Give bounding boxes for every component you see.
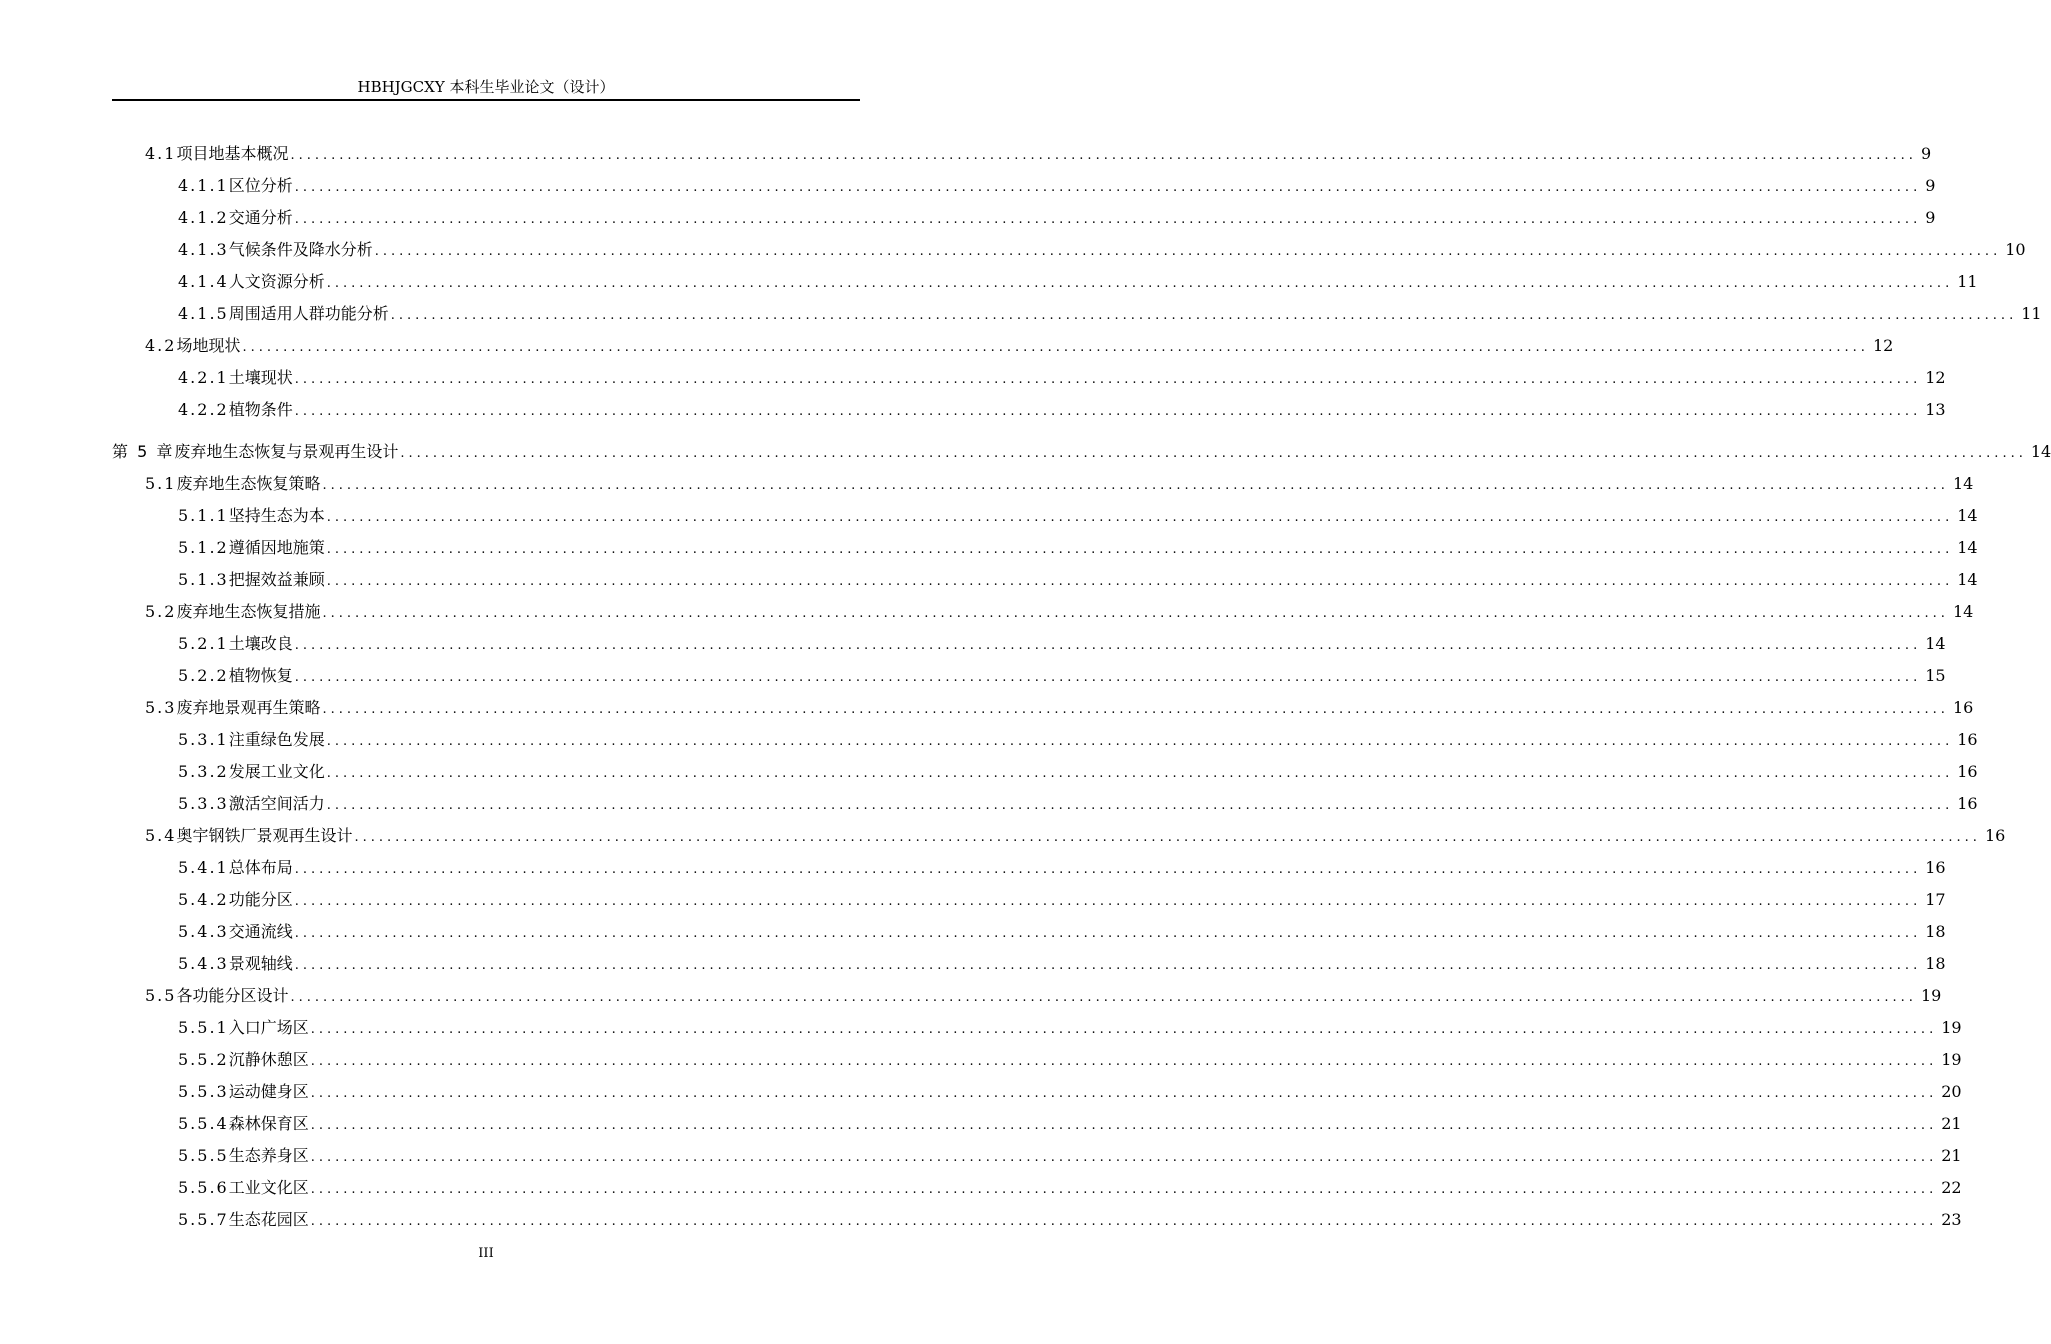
toc-entry-title: 工业文化区	[228, 1178, 309, 1197]
toc-entry-title: 废弃地生态恢复策略	[176, 474, 321, 493]
toc-leader-dots: ........................................................................................................................................................................................................	[326, 734, 1954, 749]
toc-entry-number: 第 5 章	[112, 442, 175, 461]
toc-entry-page: 16	[1957, 730, 1978, 749]
toc-entry-title: 坚持生态为本	[228, 506, 325, 525]
toc-entry-number: 5.1	[145, 474, 177, 493]
toc-entry-page: 14	[1957, 538, 1978, 557]
toc-entry-title: 废弃地景观再生策略	[176, 698, 321, 717]
toc-entry-title: 场地现状	[176, 336, 241, 355]
toc-entry[interactable]	[112, 202, 1936, 234]
toc-entry-page: 15	[1925, 666, 1946, 685]
toc-leader-dots: ........................................................................................................................................................................................................	[310, 1150, 1938, 1165]
toc-leader-dots: ........................................................................................................................................................................................................	[322, 606, 1949, 621]
toc-entry-title: 运动健身区	[228, 1082, 309, 1101]
toc-entry[interactable]	[112, 1108, 1962, 1140]
toc-entry-number: 5.5.6	[178, 1178, 229, 1197]
toc-entry-page: 19	[1941, 1050, 1962, 1069]
header-rule	[112, 99, 860, 101]
toc-entry-number: 4.2.1	[178, 368, 229, 387]
toc-entry[interactable]	[112, 1140, 1962, 1172]
toc-entry-title: 遵循因地施策	[228, 538, 325, 557]
toc-leader-dots: ........................................................................................................................................................................................................	[310, 1214, 1938, 1229]
toc-entry-title: 区位分析	[228, 176, 293, 195]
toc-entry[interactable]	[112, 500, 1978, 532]
toc-entry[interactable]	[112, 980, 1942, 1012]
toc-entry-page: 13	[1925, 400, 1946, 419]
toc-entry-page: 9	[1920, 144, 1932, 163]
toc-entry-page: 19	[1920, 986, 1942, 1005]
table-of-contents	[112, 138, 2051, 1236]
toc-leader-dots: ........................................................................................................................................................................................................	[310, 1118, 1938, 1133]
toc-entry-page: 19	[1941, 1018, 1962, 1037]
page-header: HBHJGCXY 本科生毕业论文（设计）	[357, 78, 615, 96]
toc-entry-page: 11	[1957, 272, 1978, 291]
toc-entry-page: 18	[1925, 954, 1946, 973]
toc-entry-page: 14	[1957, 570, 1978, 589]
toc-entry-title: 激活空间活力	[228, 794, 325, 813]
toc-entry-title: 项目地基本概况	[176, 144, 289, 163]
toc-entry-number: 4.2	[145, 336, 177, 355]
toc-entry-page: 17	[1925, 890, 1946, 909]
toc-entry[interactable]	[112, 564, 1978, 596]
toc-leader-dots: ........................................................................................................................................................................................................	[290, 990, 1917, 1005]
toc-entry-number: 5.5.4	[178, 1114, 229, 1133]
toc-entry-number: 5.5.1	[178, 1018, 229, 1037]
toc-entry-title: 景观轴线	[228, 954, 293, 973]
toc-entry[interactable]	[112, 916, 1946, 948]
toc-leader-dots: ........................................................................................................................................................................................................	[242, 340, 1869, 355]
toc-entry-title: 发展工业文化	[228, 762, 325, 781]
toc-entry[interactable]	[112, 884, 1946, 916]
toc-entry-title: 沉静休憩区	[228, 1050, 309, 1069]
toc-entry-number: 5.2.1	[178, 634, 229, 653]
toc-leader-dots: ........................................................................................................................................................................................................	[294, 212, 1922, 227]
toc-entry-page: 12	[1872, 336, 1894, 355]
toc-entry[interactable]	[112, 948, 1946, 980]
toc-entry-title: 植物条件	[228, 400, 293, 419]
toc-entry-title: 废弃地生态恢复措施	[176, 602, 321, 621]
toc-entry-number: 5.5.2	[178, 1050, 229, 1069]
toc-entry[interactable]	[112, 330, 1894, 362]
toc-entry-title: 交通流线	[228, 922, 293, 941]
toc-entry-number: 5.2	[145, 602, 177, 621]
toc-entry[interactable]	[112, 628, 1946, 660]
toc-entry[interactable]	[112, 394, 1946, 426]
toc-entry-page: 22	[1941, 1178, 1962, 1197]
toc-leader-dots: ........................................................................................................................................................................................................	[294, 404, 1922, 419]
toc-leader-dots: ........................................................................................................................................................................................................	[322, 702, 1949, 717]
toc-entry-page: 21	[1941, 1146, 1962, 1165]
toc-leader-dots: ........................................................................................................................................................................................................	[374, 244, 2002, 259]
toc-leader-dots: ........................................................................................................................................................................................................	[294, 894, 1922, 909]
toc-entry-number: 5.5.5	[178, 1146, 229, 1165]
toc-entry-page: 23	[1941, 1210, 1962, 1229]
toc-leader-dots: ........................................................................................................................................................................................................	[322, 478, 1949, 493]
toc-entry-number: 5.3.2	[178, 762, 229, 781]
toc-entry-page: 16	[1957, 762, 1978, 781]
toc-entry-page: 14	[1957, 506, 1978, 525]
toc-leader-dots: ........................................................................................................................................................................................................	[294, 670, 1922, 685]
toc-entry-number: 5.4.2	[178, 890, 229, 909]
toc-entry-number: 4.1	[145, 144, 177, 163]
toc-entry[interactable]	[112, 788, 1978, 820]
toc-entry-number: 4.1.3	[178, 240, 229, 259]
toc-entry-page: 20	[1941, 1082, 1962, 1101]
toc-entry-title: 注重绿色发展	[228, 730, 325, 749]
toc-leader-dots: ........................................................................................................................................................................................................	[294, 926, 1922, 941]
toc-entry-number: 4.2.2	[178, 400, 229, 419]
toc-entry-page: 21	[1941, 1114, 1962, 1133]
toc-leader-dots: ........................................................................................................................................................................................................	[310, 1054, 1938, 1069]
toc-entry-number: 5.3.3	[178, 794, 229, 813]
toc-entry[interactable]	[112, 468, 1974, 500]
toc-entry-number: 4.1.5	[178, 304, 229, 323]
toc-entry[interactable]	[112, 1012, 1962, 1044]
toc-entry[interactable]	[112, 1204, 1962, 1236]
toc-leader-dots: ........................................................................................................................................................................................................	[294, 372, 1922, 387]
toc-entry-page: 14	[2030, 442, 2051, 461]
toc-entry-number: 5.3	[145, 698, 177, 717]
toc-entry[interactable]	[112, 170, 1936, 202]
toc-leader-dots: ........................................................................................................................................................................................................	[326, 766, 1954, 781]
toc-entry-title: 森林保育区	[228, 1114, 309, 1133]
toc-leader-dots: ........................................................................................................................................................................................................	[400, 446, 2027, 461]
toc-entry[interactable]	[112, 756, 1978, 788]
toc-entry-title: 入口广场区	[228, 1018, 309, 1037]
toc-entry[interactable]	[112, 138, 1932, 170]
toc-entry-number: 4.1.2	[178, 208, 229, 227]
toc-entry-title: 交通分析	[228, 208, 293, 227]
toc-leader-dots: ........................................................................................................................................................................................................	[310, 1022, 1938, 1037]
toc-entry-number: 5.4	[145, 826, 177, 845]
toc-leader-dots: ........................................................................................................................................................................................................	[326, 574, 1954, 589]
toc-entry-number: 5.5.3	[178, 1082, 229, 1101]
toc-entry-title: 人文资源分析	[228, 272, 325, 291]
toc-entry-title: 功能分区	[228, 890, 293, 909]
toc-entry-page: 16	[1957, 794, 1978, 813]
toc-entry-title: 废弃地生态恢复与景观再生设计	[174, 442, 399, 461]
toc-entry-number: 5.4.3	[178, 922, 229, 941]
toc-entry[interactable]	[112, 532, 1978, 564]
toc-leader-dots: ........................................................................................................................................................................................................	[326, 276, 1954, 291]
toc-entry-title: 总体布局	[228, 858, 293, 877]
toc-entry[interactable]	[112, 298, 2042, 330]
toc-entry-title: 土壤改良	[228, 634, 293, 653]
toc-leader-dots: ........................................................................................................................................................................................................	[310, 1086, 1938, 1101]
toc-entry[interactable]	[112, 266, 1978, 298]
toc-entry[interactable]	[112, 1172, 1962, 1204]
toc-entry-title: 土壤现状	[228, 368, 293, 387]
toc-entry-title: 气候条件及降水分析	[228, 240, 373, 259]
toc-entry-number: 5.5	[145, 986, 177, 1005]
toc-entry-number: 5.1.3	[178, 570, 229, 589]
toc-entry-title: 各功能分区设计	[176, 986, 289, 1005]
toc-entry-number: 5.4.1	[178, 858, 229, 877]
toc-entry-number: 4.1.4	[178, 272, 229, 291]
toc-entry-page: 14	[1952, 602, 1974, 621]
toc-entry-page: 16	[1984, 826, 2006, 845]
toc-entry-page: 14	[1952, 474, 1974, 493]
toc-leader-dots: ........................................................................................................................................................................................................	[294, 862, 1922, 877]
toc-leader-dots: ........................................................................................................................................................................................................	[390, 308, 2018, 323]
toc-entry-title: 生态花园区	[228, 1210, 309, 1229]
toc-leader-dots: ........................................................................................................................................................................................................	[326, 542, 1954, 557]
toc-entry[interactable]	[112, 1044, 1962, 1076]
toc-leader-dots: ........................................................................................................................................................................................................	[290, 148, 1917, 163]
toc-entry[interactable]	[112, 596, 1974, 628]
toc-leader-dots: ........................................................................................................................................................................................................	[354, 830, 1981, 845]
toc-entry-title: 生态养身区	[228, 1146, 309, 1165]
toc-entry-number: 5.2.2	[178, 666, 229, 685]
toc-leader-dots: ........................................................................................................................................................................................................	[326, 510, 1954, 525]
toc-entry-title: 植物恢复	[228, 666, 293, 685]
toc-leader-dots: ........................................................................................................................................................................................................	[310, 1182, 1938, 1197]
toc-leader-dots: ........................................................................................................................................................................................................	[326, 798, 1954, 813]
page-number: III	[478, 1246, 494, 1261]
toc-entry-page: 9	[1925, 176, 1936, 195]
toc-entry[interactable]	[112, 724, 1978, 756]
toc-entry[interactable]	[112, 692, 1974, 724]
toc-entry[interactable]	[112, 852, 1946, 884]
toc-entry-number: 5.1.1	[178, 506, 229, 525]
toc-entry-title: 把握效益兼顾	[228, 570, 325, 589]
toc-entry[interactable]	[112, 820, 2006, 852]
toc-leader-dots: ........................................................................................................................................................................................................	[294, 958, 1922, 973]
toc-entry[interactable]	[112, 234, 2026, 266]
toc-entry-number: 5.5.7	[178, 1210, 229, 1229]
toc-entry-number: 5.4.3	[178, 954, 229, 973]
toc-entry-page: 9	[1925, 208, 1936, 227]
toc-entry-page: 16	[1952, 698, 1974, 717]
toc-entry[interactable]	[112, 660, 1946, 692]
toc-entry-page: 16	[1925, 858, 1946, 877]
toc-entry-page: 14	[1925, 634, 1946, 653]
toc-entry-number: 5.3.1	[178, 730, 229, 749]
toc-entry[interactable]	[112, 1076, 1962, 1108]
toc-entry-number: 5.1.2	[178, 538, 229, 557]
toc-entry[interactable]	[112, 362, 1946, 394]
toc-entry-page: 12	[1925, 368, 1946, 387]
toc-entry[interactable]	[112, 436, 2051, 468]
toc-entry-page: 11	[2021, 304, 2042, 323]
toc-entry-title: 奥宇钢铁厂景观再生设计	[176, 826, 353, 845]
toc-entry-title: 周围适用人群功能分析	[228, 304, 389, 323]
toc-entry-page: 10	[2005, 240, 2026, 259]
toc-leader-dots: ........................................................................................................................................................................................................	[294, 638, 1922, 653]
toc-leader-dots: ........................................................................................................................................................................................................	[294, 180, 1922, 195]
toc-entry-number: 4.1.1	[178, 176, 229, 195]
toc-entry-page: 18	[1925, 922, 1946, 941]
